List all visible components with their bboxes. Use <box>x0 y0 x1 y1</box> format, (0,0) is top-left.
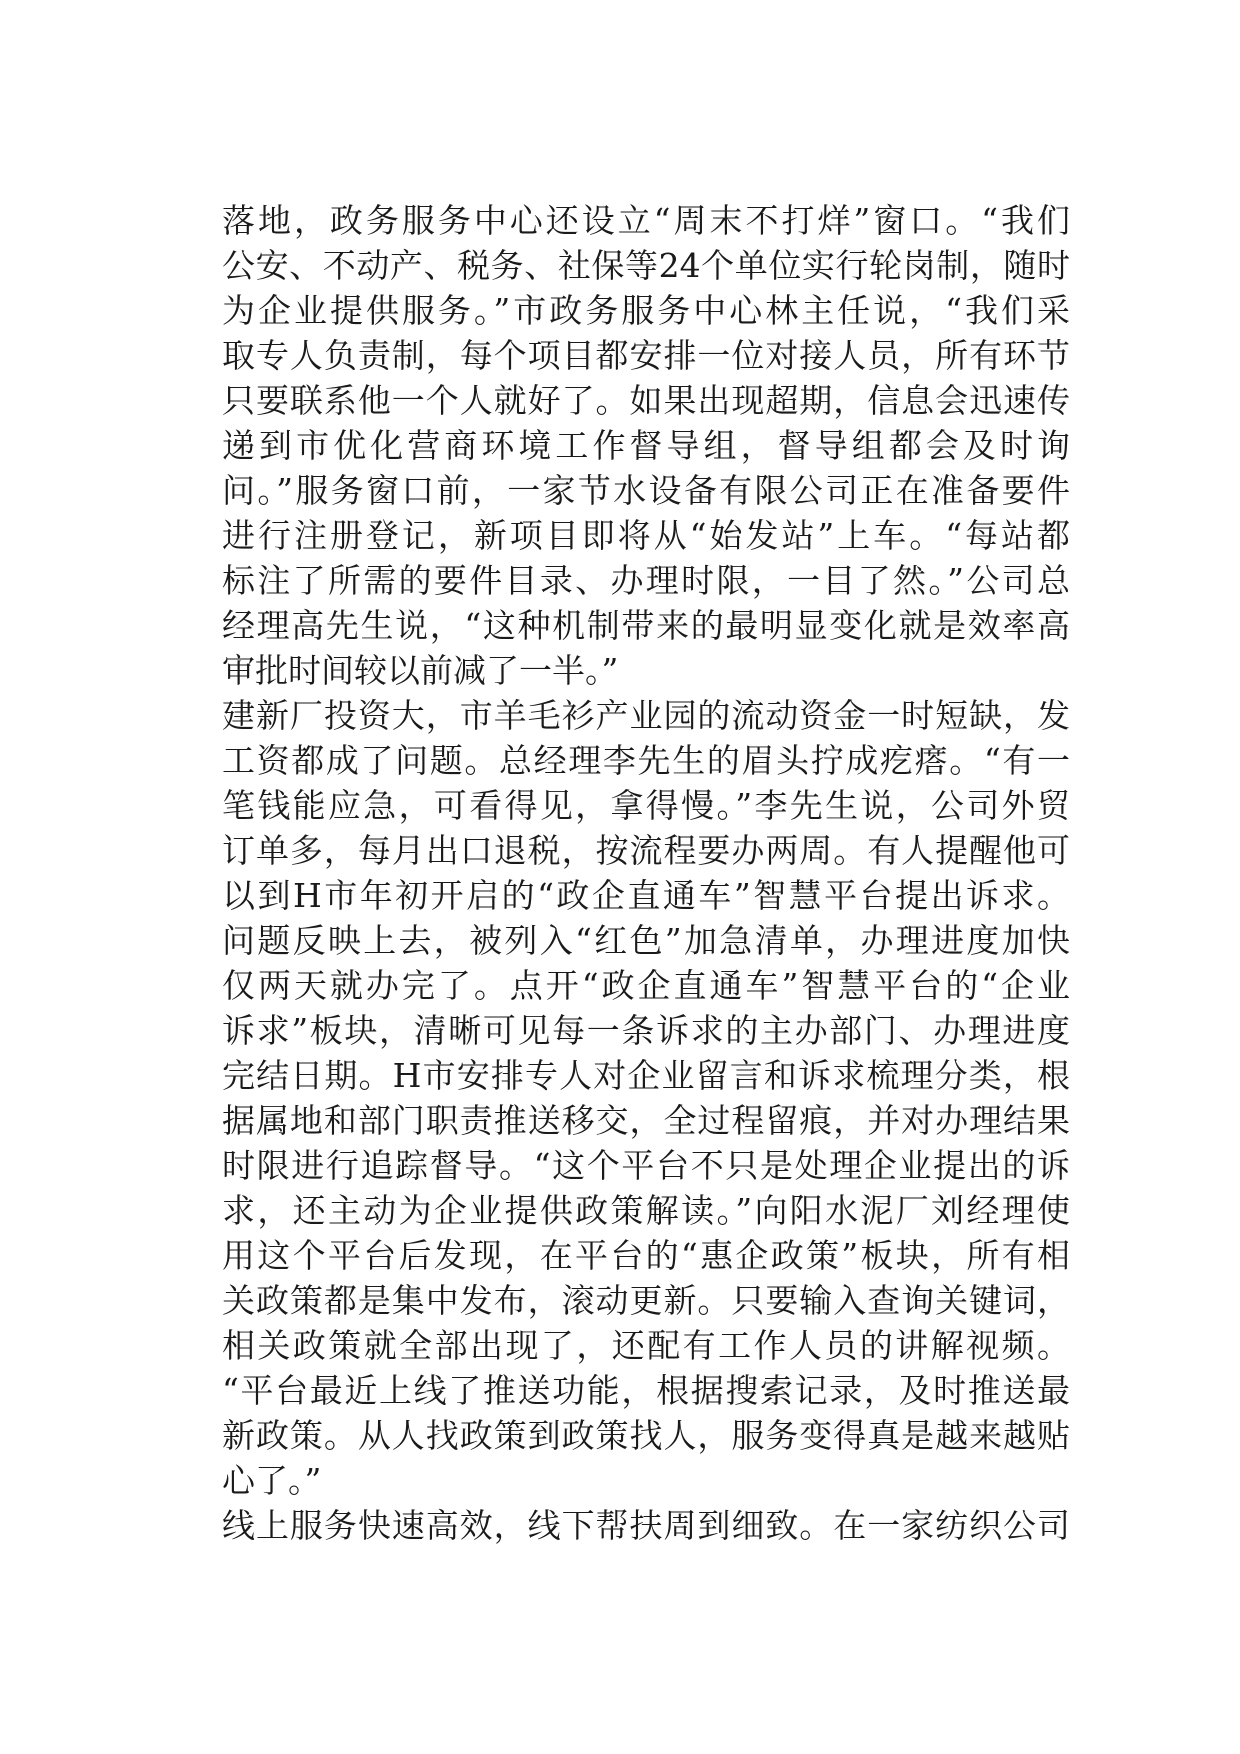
text-line: 为企业提供服务。”市政务服务中心林主任说，“我们采 <box>222 291 1070 330</box>
text-line: 落地，政务服务中心还设立“周末不打烊”窗口。“我们 <box>222 201 1070 240</box>
text-line: 新政策。从人找政策到政策找人，服务变得真是越来越贴 <box>222 1416 1070 1455</box>
text-line: 笔钱能应急，可看得见，拿得慢。”李先生说，公司外贸 <box>222 786 1070 825</box>
text-line: 标注了所需的要件目录、办理时限，一目了然。”公司总 <box>222 561 1070 600</box>
text-line: 关政策都是集中发布，滚动更新。只要输入查询关键词， <box>222 1281 1070 1320</box>
text-line: 诉求”板块，清晰可见每一条诉求的主办部门、办理进度 <box>222 1011 1070 1050</box>
text-line: 线上服务快速高效，线下帮扶周到细致。在一家纺织公司 <box>222 1506 1070 1545</box>
text-line: 以到H市年初开启的“政企直通车”智慧平台提出诉求。 <box>222 876 1070 915</box>
text-line: 取专人负责制，每个项目都安排一位对接人员，所有环节 <box>222 336 1070 375</box>
text-line: “平台最近上线了推送功能，根据搜索记录，及时推送最 <box>222 1371 1070 1410</box>
text-line: 经理高先生说，“这种机制带来的最明显变化就是效率高 <box>222 606 1070 645</box>
text-line: 据属地和部门职责推送移交，全过程留痕，并对办理结果 <box>222 1101 1070 1140</box>
text-line: 求，还主动为企业提供政策解读。”向阳水泥厂刘经理使 <box>222 1191 1070 1230</box>
text-line: 订单多，每月出口退税，按流程要办两周。有人提醒他可 <box>222 831 1070 870</box>
text-line: 建新厂投资大，市羊毛衫产业园的流动资金一时短缺，发 <box>222 696 1070 735</box>
text-line: 进行注册登记，新项目即将从“始发站”上车。“每站都 <box>222 516 1070 555</box>
text-line: 完结日期。H市安排专人对企业留言和诉求梳理分类，根 <box>222 1056 1070 1095</box>
text-line: 问题反映上去，被列入“红色”加急清单，办理进度加快 <box>222 921 1070 960</box>
text-line: 工资都成了问题。总经理李先生的眉头拧成疙瘩。“有一 <box>222 741 1070 780</box>
text-line: 用这个平台后发现，在平台的“惠企政策”板块，所有相 <box>222 1236 1070 1275</box>
text-line: 只要联系他一个人就好了。如果出现超期，信息会迅速传 <box>222 381 1070 420</box>
text-line: 问。”服务窗口前，一家节水设备有限公司正在准备要件 <box>222 471 1070 510</box>
text-line: 仅两天就办完了。点开“政企直通车”智慧平台的“企业 <box>222 966 1070 1005</box>
body-text <box>222 198 1070 1548</box>
text-line: 审批时间较以前减了一半。” <box>222 651 619 690</box>
text-line: 递到市优化营商环境工作督导组，督导组都会及时询 <box>222 426 1070 465</box>
text-line: 公安、不动产、税务、社保等24个单位实行轮岗制，随时 <box>222 246 1070 285</box>
text-line: 心了。” <box>222 1461 322 1500</box>
text-line: 相关政策就全部出现了，还配有工作人员的讲解视频。 <box>222 1326 1070 1365</box>
text-line: 时限进行追踪督导。“这个平台不只是处理企业提出的诉 <box>222 1146 1070 1185</box>
